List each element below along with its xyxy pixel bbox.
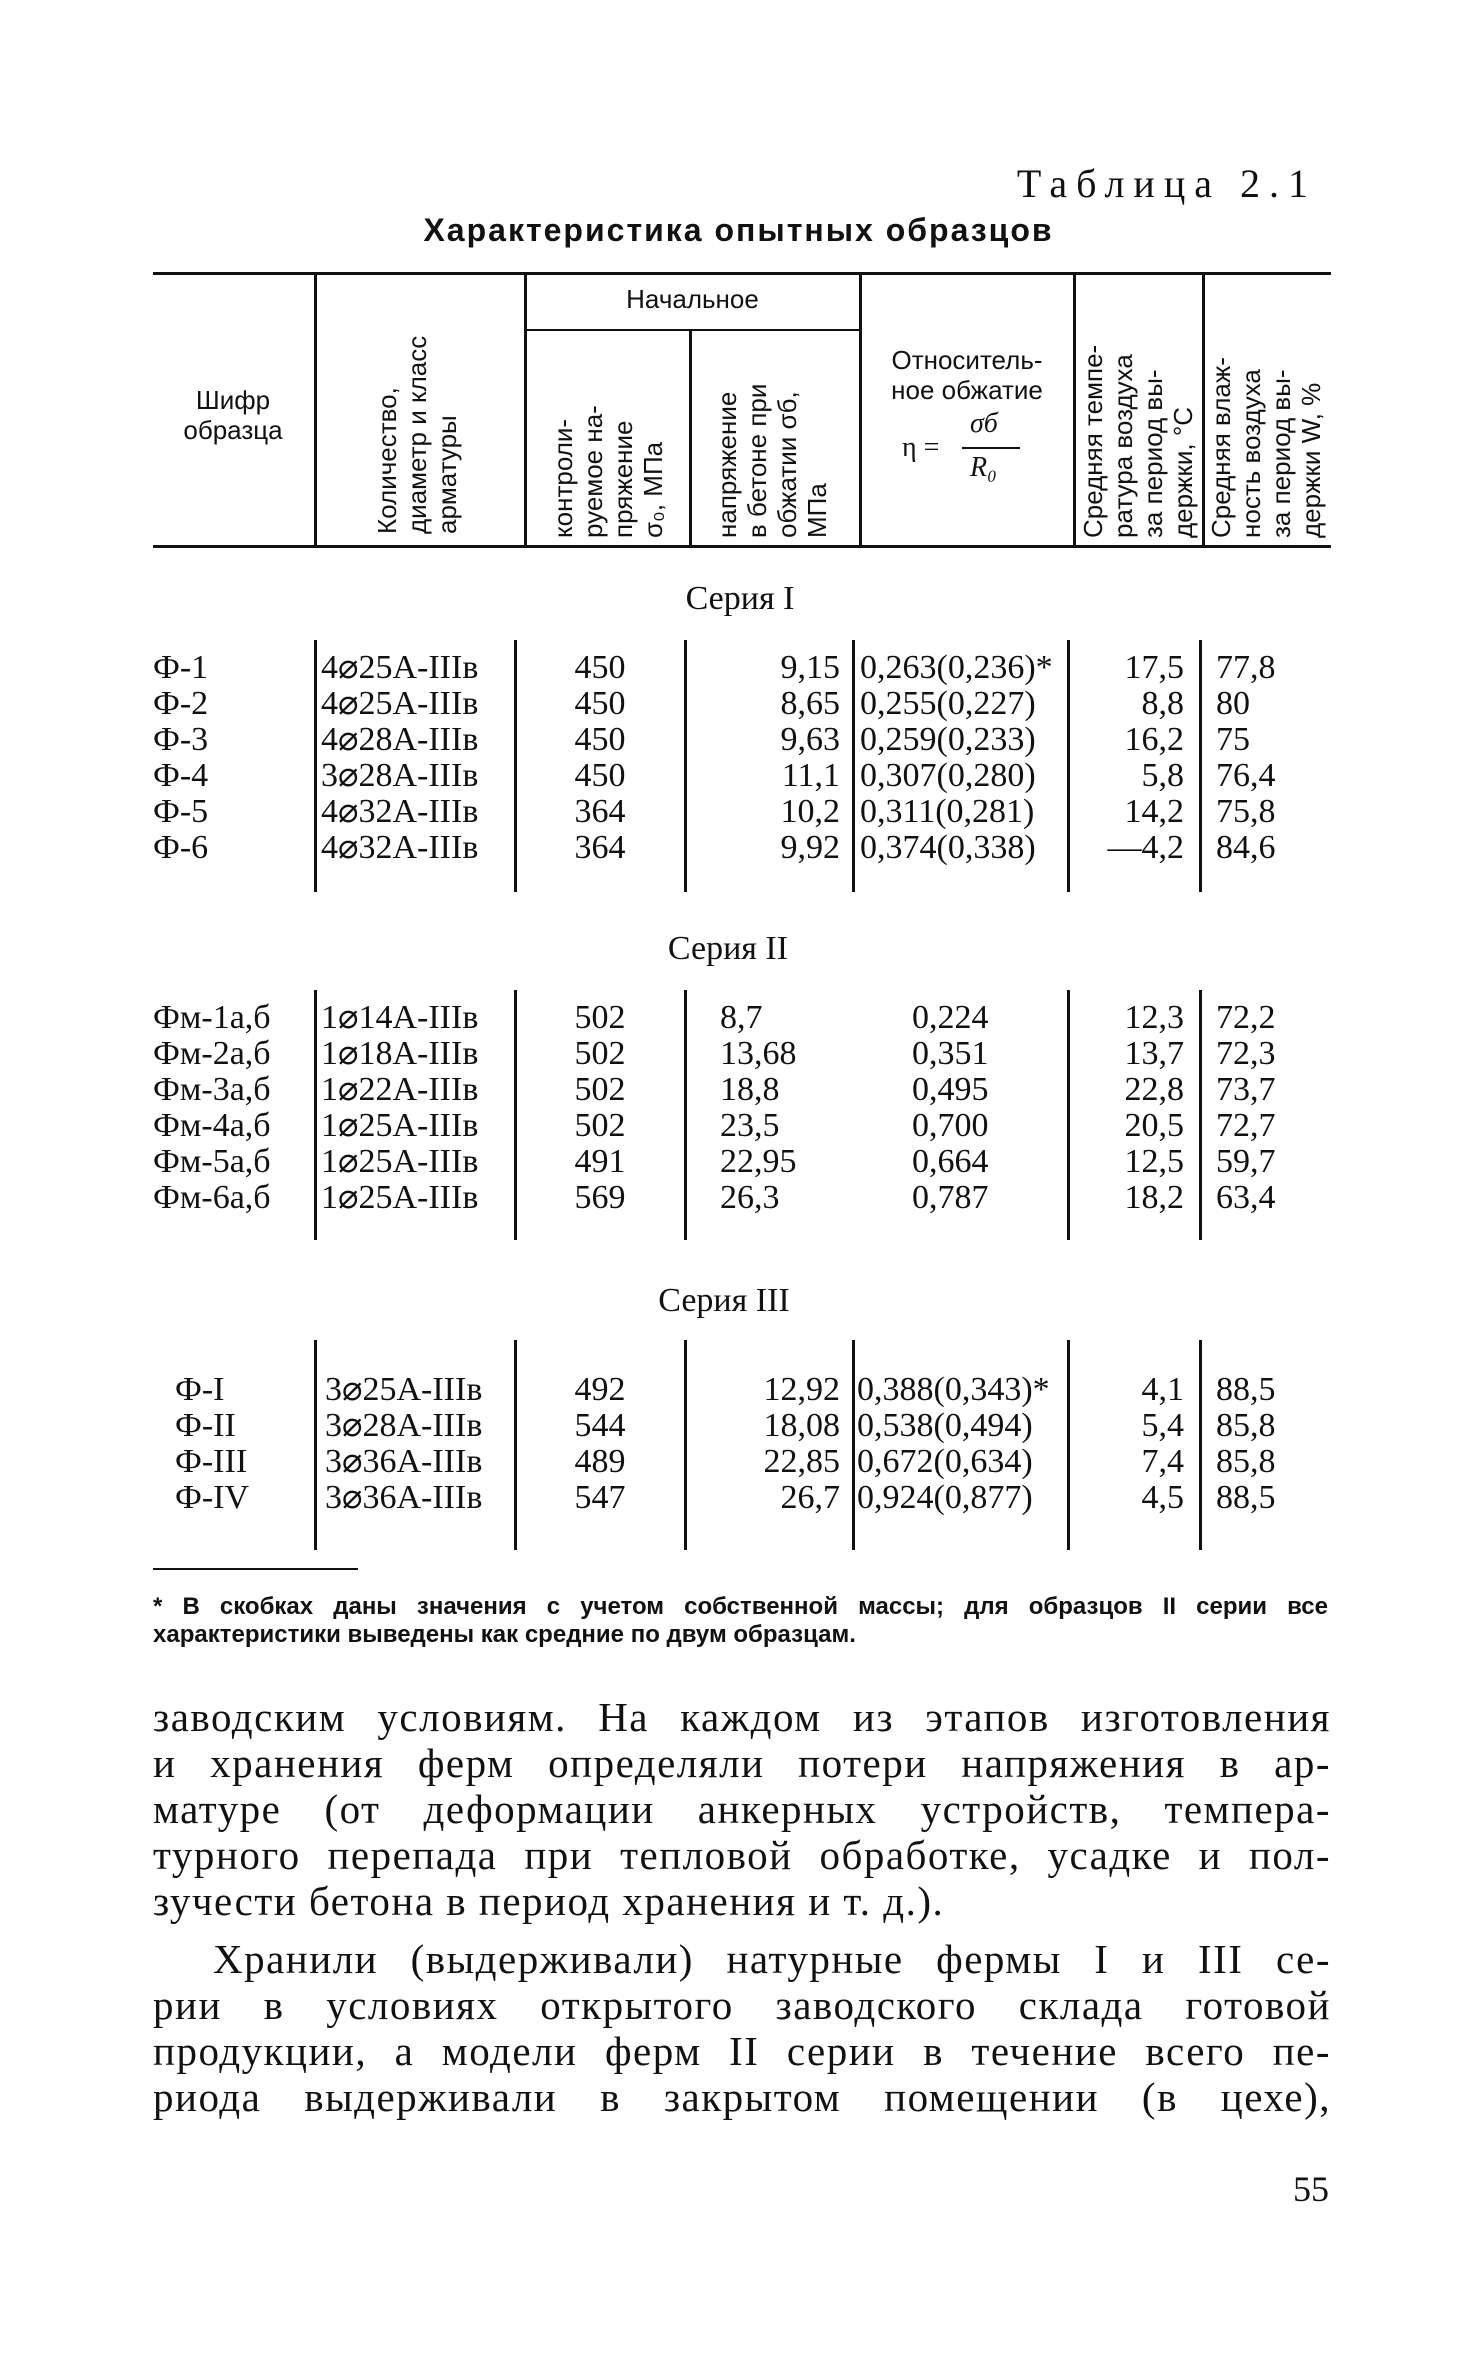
table-cell: Ф-III <box>175 1443 248 1480</box>
table-cell: 20,5 <box>1124 1107 1184 1144</box>
initial-group-rule <box>525 329 860 331</box>
column-divider <box>684 1340 687 1550</box>
table-cell: 1⌀22А-IIIв <box>321 1071 479 1108</box>
table-cell: Фм-6а,б <box>153 1179 271 1216</box>
table-cell: 72,3 <box>1216 1035 1276 1072</box>
table-cell: 8,8 <box>1141 685 1184 722</box>
table-cell: 450 <box>574 685 626 722</box>
table-cell: 1⌀25А-IIIв <box>321 1179 479 1216</box>
header-line: арматуры <box>432 415 462 534</box>
column-divider <box>684 640 687 892</box>
header-line: ное обжатие <box>891 375 1043 405</box>
table-cell: 10,2 <box>780 793 840 830</box>
header-line: держки W, % <box>1296 382 1326 538</box>
header-line: в бетоне при <box>742 383 772 538</box>
series-title: Серия III <box>658 1282 790 1319</box>
column-divider <box>514 990 517 1240</box>
column-code <box>175 1372 313 1516</box>
column-humidity <box>1216 1372 1326 1516</box>
formula-eta: η = <box>902 432 940 463</box>
column-relative-compression <box>860 650 1070 866</box>
table-cell: 569 <box>574 1179 626 1216</box>
header-line: обжатии σб, <box>772 391 802 538</box>
table-cell: 502 <box>574 1035 626 1072</box>
table-cell: 547 <box>574 1479 626 1516</box>
table-cell: Фм-1а,б <box>153 999 271 1036</box>
table-cell: 26,7 <box>780 1479 840 1516</box>
column-temperature <box>1072 650 1184 866</box>
table-number: Таблица 2.1 <box>1016 161 1317 206</box>
column-temperature <box>1072 1372 1184 1516</box>
table-cell: 26,3 <box>720 1179 780 1216</box>
column-relative-compression <box>857 1372 1067 1516</box>
header-controlled-stress <box>548 405 668 538</box>
column-controlled-stress <box>530 1000 670 1216</box>
table-cell: 450 <box>574 757 626 794</box>
table-title: Характеристика опытных образцов <box>423 212 1054 248</box>
table-cell: 4⌀28А-IIIв <box>321 721 479 758</box>
series-title: Серия I <box>685 580 795 617</box>
table-cell: 84,6 <box>1216 829 1276 866</box>
text-line: рии в условиях открытого заводского склада готовой <box>153 1982 1331 2028</box>
table-cell: 489 <box>574 1443 626 1480</box>
table-cell: Фм-3а,б <box>153 1071 271 1108</box>
column-temperature <box>1072 1000 1184 1216</box>
header-avg-temperature <box>1078 345 1198 538</box>
text-line: турного перепада при тепловой обработке, усадке и пол- <box>153 1832 1331 1878</box>
table-cell: Фм-2а,б <box>153 1035 271 1072</box>
header-divider <box>524 275 527 545</box>
table-cell: 1⌀18А-IIIв <box>321 1035 479 1072</box>
table-cell: 4,5 <box>1141 1479 1184 1516</box>
table-cell: 3⌀25А-IIIв <box>325 1371 483 1408</box>
table-cell: 502 <box>574 1107 626 1144</box>
table-cell: 14,2 <box>1124 793 1184 830</box>
table-cell: 450 <box>574 721 626 758</box>
table-cell: 18,8 <box>720 1071 780 1108</box>
column-divider <box>1199 990 1202 1240</box>
column-divider <box>514 1340 517 1550</box>
table-cell: 0,263(0,236)* <box>860 649 1053 686</box>
series-title: Серия II <box>667 930 789 967</box>
table-cell: 9,63 <box>780 721 840 758</box>
table-cell: 7,4 <box>1141 1443 1184 1480</box>
page-number: 55 <box>1293 2169 1329 2209</box>
table-cell: 0,538(0,494) <box>857 1407 1033 1444</box>
table-cell: 3⌀28А-IIIв <box>321 757 479 794</box>
footnote: * В скобках даны значения с учетом собственной массы; для образцов II серии все характеристики выведены как средние по двум образцам. <box>153 1593 1328 1648</box>
header-line: руемое на- <box>578 405 608 538</box>
paragraph <box>153 1936 1331 2120</box>
table-cell: 4,1 <box>1141 1371 1184 1408</box>
table-cell: Ф-I <box>175 1371 225 1408</box>
formula-fraction-bar <box>962 447 1020 449</box>
column-divider <box>314 1340 317 1550</box>
table-cell: 0,700 <box>912 1107 989 1144</box>
header-line: за период вы- <box>1266 369 1296 538</box>
relative-formula <box>862 409 1072 489</box>
table-cell: —4,2 <box>1107 829 1184 866</box>
table-cell: 88,5 <box>1216 1371 1276 1408</box>
table-cell: 5,4 <box>1141 1407 1184 1444</box>
table-cell: 0,787 <box>912 1179 989 1216</box>
table-cell: 75 <box>1216 721 1250 758</box>
header-line: Средняя влаж- <box>1206 357 1236 538</box>
table-cell: 4⌀32А-IIIв <box>321 829 479 866</box>
column-concrete-stress <box>690 650 840 866</box>
table-cell: Ф-II <box>175 1407 236 1444</box>
table-cell: 16,2 <box>1124 721 1184 758</box>
column-divider <box>852 640 855 892</box>
column-divider <box>1067 1340 1070 1550</box>
table-cell: 1⌀14А-IIIв <box>321 999 479 1036</box>
header-line: МПа <box>802 483 832 538</box>
header-line: ратура воздуха <box>1108 354 1138 538</box>
table-cell: 1⌀25А-IIIв <box>321 1107 479 1144</box>
table-cell: 75,8 <box>1216 793 1276 830</box>
table-cell: 4⌀32А-IIIв <box>321 793 479 830</box>
paragraph <box>153 1694 1331 1924</box>
header-line: напряжение <box>712 391 742 538</box>
header-avg-humidity <box>1206 357 1326 538</box>
header-line: Количество, <box>372 387 402 534</box>
header-concrete-stress <box>712 384 832 538</box>
column-reinforcement <box>325 1372 514 1516</box>
column-concrete-stress <box>720 1000 850 1216</box>
table-cell: 0,672(0,634) <box>857 1443 1033 1480</box>
table-cell: 0,664 <box>912 1143 989 1180</box>
text-line: Хранили (выдерживали) натурные фермы I и III се- <box>213 1936 1331 1982</box>
table-cell: 0,255(0,227) <box>860 685 1036 722</box>
table-cell: Ф-5 <box>153 793 209 830</box>
table-cell: 12,5 <box>1124 1143 1184 1180</box>
column-divider <box>514 640 517 892</box>
table-cell: 0,224 <box>912 999 989 1036</box>
formula-denominator: R₀ <box>970 452 997 483</box>
table-cell: 11,1 <box>781 757 840 794</box>
column-reinforcement <box>321 1000 514 1216</box>
table-cell: Ф-3 <box>153 721 209 758</box>
table-cell: 0,307(0,280) <box>860 757 1036 794</box>
column-relative-compression <box>912 1000 1062 1216</box>
column-divider <box>1199 640 1202 892</box>
table-cell: 364 <box>574 829 626 866</box>
text-line: заводским условиям. На каждом из этапов изготовления <box>153 1694 1331 1740</box>
header-relative-compression <box>862 345 1072 489</box>
table-cell: 502 <box>574 999 626 1036</box>
table-cell: 491 <box>574 1143 626 1180</box>
text-line: и хранения ферм определяли потери напряжения в ар- <box>153 1740 1331 1786</box>
table-cell: 12,3 <box>1124 999 1184 1036</box>
header-line: за период вы- <box>1138 369 1168 538</box>
text-line: матуре (от деформации анкерных устройств, темпера- <box>153 1786 1331 1832</box>
column-divider <box>314 990 317 1240</box>
table-cell: 23,5 <box>720 1107 780 1144</box>
formula-numerator: σб <box>970 408 998 439</box>
table-top-rule <box>153 272 1331 275</box>
table-cell: 4⌀25А-IIIв <box>321 685 479 722</box>
table-cell: 492 <box>574 1371 626 1408</box>
table-cell: 85,8 <box>1216 1407 1276 1444</box>
column-concrete-stress <box>690 1372 840 1516</box>
table-cell: Фм-4а,б <box>153 1107 271 1144</box>
table-cell: 18,08 <box>763 1407 840 1444</box>
column-code <box>153 650 303 866</box>
table-cell: 4⌀25А-IIIв <box>321 649 479 686</box>
table-cell: 502 <box>574 1071 626 1108</box>
table-cell: 73,7 <box>1216 1071 1276 1108</box>
header-divider <box>1202 275 1205 545</box>
table-cell: Фм-5а,б <box>153 1143 271 1180</box>
header-divider <box>1073 275 1076 545</box>
header-line: контроли- <box>548 418 578 538</box>
table-cell: 59,7 <box>1216 1143 1276 1180</box>
text-line: продукции, а модели ферм II серии в течение всего пе- <box>153 2028 1331 2074</box>
table-cell: 0,495 <box>912 1071 989 1108</box>
table-cell: 0,388(0,343)* <box>857 1371 1050 1408</box>
table-cell: 0,311(0,281) <box>860 793 1035 830</box>
header-initial-group: Начальное <box>626 284 759 314</box>
table-cell: 22,95 <box>720 1143 797 1180</box>
table-cell: 72,2 <box>1216 999 1276 1036</box>
header-line: держки, °С <box>1168 406 1198 538</box>
table-cell: 17,5 <box>1124 649 1184 686</box>
table-cell: 8,7 <box>720 999 763 1036</box>
table-cell: 5,8 <box>1141 757 1184 794</box>
column-divider <box>314 640 317 892</box>
column-divider <box>1199 1340 1202 1550</box>
header-line: ность воздуха <box>1236 369 1266 538</box>
column-divider <box>852 1340 855 1550</box>
table-cell: 13,68 <box>720 1035 797 1072</box>
column-divider <box>684 990 687 1240</box>
table-cell: 18,2 <box>1124 1179 1184 1216</box>
table-cell: Ф-6 <box>153 829 209 866</box>
table-cell: 0,351 <box>912 1035 989 1072</box>
table-cell: 0,374(0,338) <box>860 829 1036 866</box>
table-cell: 76,4 <box>1216 757 1276 794</box>
header-bottom-rule <box>153 545 1331 548</box>
table-cell: 77,8 <box>1216 649 1276 686</box>
table-cell: 22,8 <box>1124 1071 1184 1108</box>
table-cell: 3⌀36А-IIIв <box>325 1443 483 1480</box>
table-cell: 88,5 <box>1216 1479 1276 1516</box>
table-cell: 3⌀28А-IIIв <box>325 1407 483 1444</box>
column-controlled-stress <box>530 1372 670 1516</box>
header-line: Относитель- <box>891 345 1043 375</box>
column-humidity <box>1216 1000 1326 1216</box>
table-cell: 1⌀25А-IIIв <box>321 1143 479 1180</box>
table-cell: 9,92 <box>780 829 840 866</box>
text-line: зучести бетона в период хранения и т. д.). <box>153 1878 945 1924</box>
column-reinforcement <box>321 650 514 866</box>
table-cell: Ф-IV <box>175 1479 250 1516</box>
table-cell: 364 <box>574 793 626 830</box>
table-cell: 8,65 <box>780 685 840 722</box>
table-cell: 80 <box>1216 685 1250 722</box>
column-code <box>153 1000 313 1216</box>
table-cell: 63,4 <box>1216 1179 1276 1216</box>
table-cell: 544 <box>574 1407 626 1444</box>
header-code: Шифр образца <box>183 385 283 445</box>
table-cell: 85,8 <box>1216 1443 1276 1480</box>
table-cell: 22,85 <box>763 1443 840 1480</box>
table-cell: 3⌀36А-IIIв <box>325 1479 483 1516</box>
table-cell: 72,7 <box>1216 1107 1276 1144</box>
header-line: σ₀, МПа <box>638 441 668 538</box>
table-cell: 9,15 <box>780 649 840 686</box>
table-cell: Ф-2 <box>153 685 209 722</box>
header-reinforcement <box>372 336 462 534</box>
table-cell: Ф-1 <box>153 649 209 686</box>
column-controlled-stress <box>530 650 670 866</box>
header-divider <box>689 331 692 545</box>
table-cell: 450 <box>574 649 626 686</box>
header-line: пряжение <box>608 420 638 538</box>
table-cell: 13,7 <box>1124 1035 1184 1072</box>
text-line: риода выдерживали в закрытом помещении (в цехе), <box>153 2074 1331 2120</box>
footnote-rule <box>153 1568 358 1570</box>
table-cell: 12,92 <box>763 1371 840 1408</box>
header-line: диаметр и класс <box>402 335 432 534</box>
column-humidity <box>1216 650 1326 866</box>
table-cell: 0,924(0,877) <box>857 1479 1033 1516</box>
table-cell: 0,259(0,233) <box>860 721 1036 758</box>
column-divider <box>1067 990 1070 1240</box>
table-cell: Ф-4 <box>153 757 209 794</box>
header-divider <box>314 275 317 545</box>
header-line: Средняя темпе- <box>1078 344 1108 538</box>
